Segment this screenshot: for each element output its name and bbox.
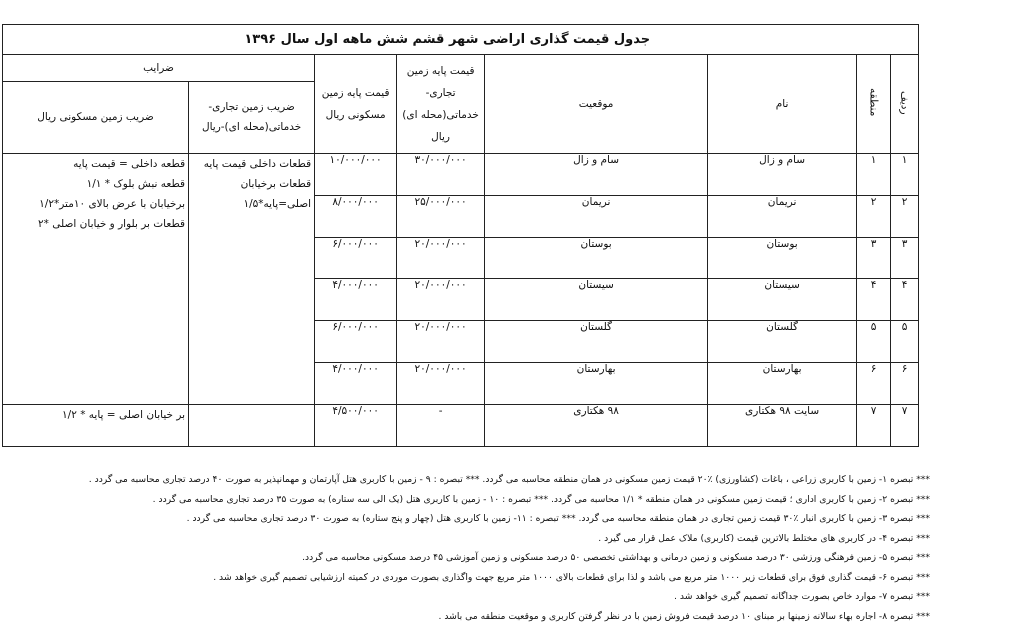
coef-line: برخیابان با عرض بالای ۱۰متر*۱/۲ [39,197,186,210]
table-row [3,405,919,447]
header-row-number: ردیف [891,55,919,154]
table-row [3,153,919,195]
cell-location: سام و زال [485,153,708,195]
cell-residential: ۶/۰۰۰/۰۰۰ [315,321,397,363]
cell-commercial: ۲۰/۰۰۰/۰۰۰ [397,279,485,321]
cell-number: ۵ [891,321,919,363]
coef-line: قطعه داخلی = قیمت پایه [73,157,186,170]
cell-residential: ۸/۰۰۰/۰۰۰ [315,195,397,237]
coef-line: قطعات برخیابان [240,177,312,190]
cell-name: سایت ۹۸ هکتاری [708,405,857,447]
coef-line: قطعه نبش بلوک * ۱/۱ [86,177,186,190]
coef-residential-block [3,153,189,404]
cell-region: ۲ [857,195,891,237]
cell-commercial: ۲۰/۰۰۰/۰۰۰ [397,237,485,279]
notes-section [0,470,930,626]
cell-location: نریمان [485,195,708,237]
price-table [2,24,919,447]
cell-commercial: ۳۰/۰۰۰/۰۰۰ [397,153,485,195]
coef-commercial-block [189,153,315,404]
cell-name: سیستان [708,279,857,321]
cell-name: سام و زال [708,153,857,195]
note-line: *** تبصره ۱- زمین با کاربری زراعی ، باغات (کشاورزی) ٪۲۰ قیمت زمین مسکونی در همان منطقه محاسبه می گردد. *** تبصره : ۹ - زمین با کاربری هتل آپارتمان و مهمانپذیر به صورت ۴۰ درصد تجاری محاسبه می گردد . [88,474,930,485]
cell-name: بوستان [708,237,857,279]
note-line: *** تبصره ۶- قیمت گذاری فوق برای قطعات زیر ۱۰۰۰ متر مربع می باشد و لذا برای قطعات بالای ۱۰۰۰ متر مربع جهت واگذاری بصورت موردی در کمیته ارزشیابی تصمیم گیری خواهد شد . [213,571,930,583]
cell-number: ۶ [891,363,919,405]
cell-commercial: - [397,405,485,447]
cell-location: بهارستان [485,363,708,405]
cell-region: ۱ [857,153,891,195]
cell-residential: ۱۰/۰۰۰/۰۰۰ [315,153,397,195]
coef-residential-row7: بر خیابان اصلی = پایه * ۱/۲ [3,405,189,447]
coef-line: اصلی=پایه*۱/۵ [243,197,312,210]
cell-residential: ۴/۰۰۰/۰۰۰ [315,279,397,321]
header-coef-commercial: ضریب زمین تجاری-خدماتی(محله ای)-ریال [189,81,315,153]
cell-name: گلستان [708,321,857,363]
cell-commercial: ۲۵/۰۰۰/۰۰۰ [397,195,485,237]
cell-location: گلستان [485,321,708,363]
header-commercial-base: قیمت پایه زمین تجاری-خدماتی(محله ای) ریال [397,55,485,154]
note-line: *** تبصره ۵- زمین فرهنگی ورزشی ۳۰ درصد مسکونی و زمین درمانی و بهداشتی تخصصی ۵۰ درصد مسکونی و زمین آموزشی ۴۵ درصد مسکونی محاسبه می گردد. [302,552,930,563]
cell-number: ۷ [891,405,919,447]
cell-region: ۷ [857,405,891,447]
note-line: *** تبصره ۷- موارد خاص بصورت جداگانه تصمیم گیری خواهد شد . [674,591,930,602]
note-line: *** تبصره ۲- زمین با کاربری اداری ؛ قیمت زمین مسکونی در همان منطقه * ۱/۱ محاسبه می گردد. *** تبصره : ۱۰ - زمین با کاربری هتل (یک الی سه ستاره) به صورت ۳۵ درصد تجاری محاسبه می گردد . [152,493,930,505]
cell-residential: ۴/۵۰۰/۰۰۰ [315,405,397,447]
note-line: *** تبصره ۳- زمین با کاربری انبار ٪۳۰ قیمت زمین تجاری در همان منطقه محاسبه می گردد. *** تبصره : ۱۱- زمین با کاربری هتل (چهار و پنج ستاره) به صورت ۳۰ درصد تجاری محاسبه می گردد . [186,513,930,524]
cell-location: سیستان [485,279,708,321]
cell-name: نریمان [708,195,857,237]
cell-region: ۳ [857,237,891,279]
cell-number: ۴ [891,279,919,321]
header-residential-base: قیمت پایه زمین مسکونی ریال [315,55,397,154]
note-line: *** تبصره ۸- اجاره بهاء سالانه زمینها بر مبنای ۱۰ درصد قیمت فروش زمین با در نظر گرفتن کاربری و موقعیت منطقه می باشد . [438,610,930,622]
cell-location: بوستان [485,237,708,279]
header-coefficients: ضرایب [3,55,315,82]
cell-commercial: ۲۰/۰۰۰/۰۰۰ [397,363,485,405]
header-location: موقعیت [485,55,708,154]
cell-name: بهارستان [708,363,857,405]
header-coef-residential: ضریب زمین مسکونی ریال [3,81,189,153]
cell-location: ۹۸ هکتاری [485,405,708,447]
header-region: منطقه [857,55,891,154]
coef-commercial-row7 [189,405,315,447]
coef-line: قطعات بر بلوار و خیابان اصلی *۲ [38,217,186,230]
cell-region: ۶ [857,363,891,405]
header-name: نام [708,55,857,154]
note-line: *** تبصره ۴- در کاربری های مختلط بالاترین قیمت (کاربری) ملاک عمل قرار می گیرد . [598,532,930,544]
cell-commercial: ۲۰/۰۰۰/۰۰۰ [397,321,485,363]
cell-region: ۴ [857,279,891,321]
cell-residential: ۶/۰۰۰/۰۰۰ [315,237,397,279]
cell-region: ۵ [857,321,891,363]
cell-number: ۱ [891,153,919,195]
cell-residential: ۴/۰۰۰/۰۰۰ [315,363,397,405]
cell-number: ۲ [891,195,919,237]
table-title: جدول قیمت گذاری اراضی شهر قشم شش ماهه اول سال ۱۳۹۶ [3,25,919,55]
cell-number: ۳ [891,237,919,279]
coef-line: قطعات داخلی قیمت پایه [203,157,312,170]
